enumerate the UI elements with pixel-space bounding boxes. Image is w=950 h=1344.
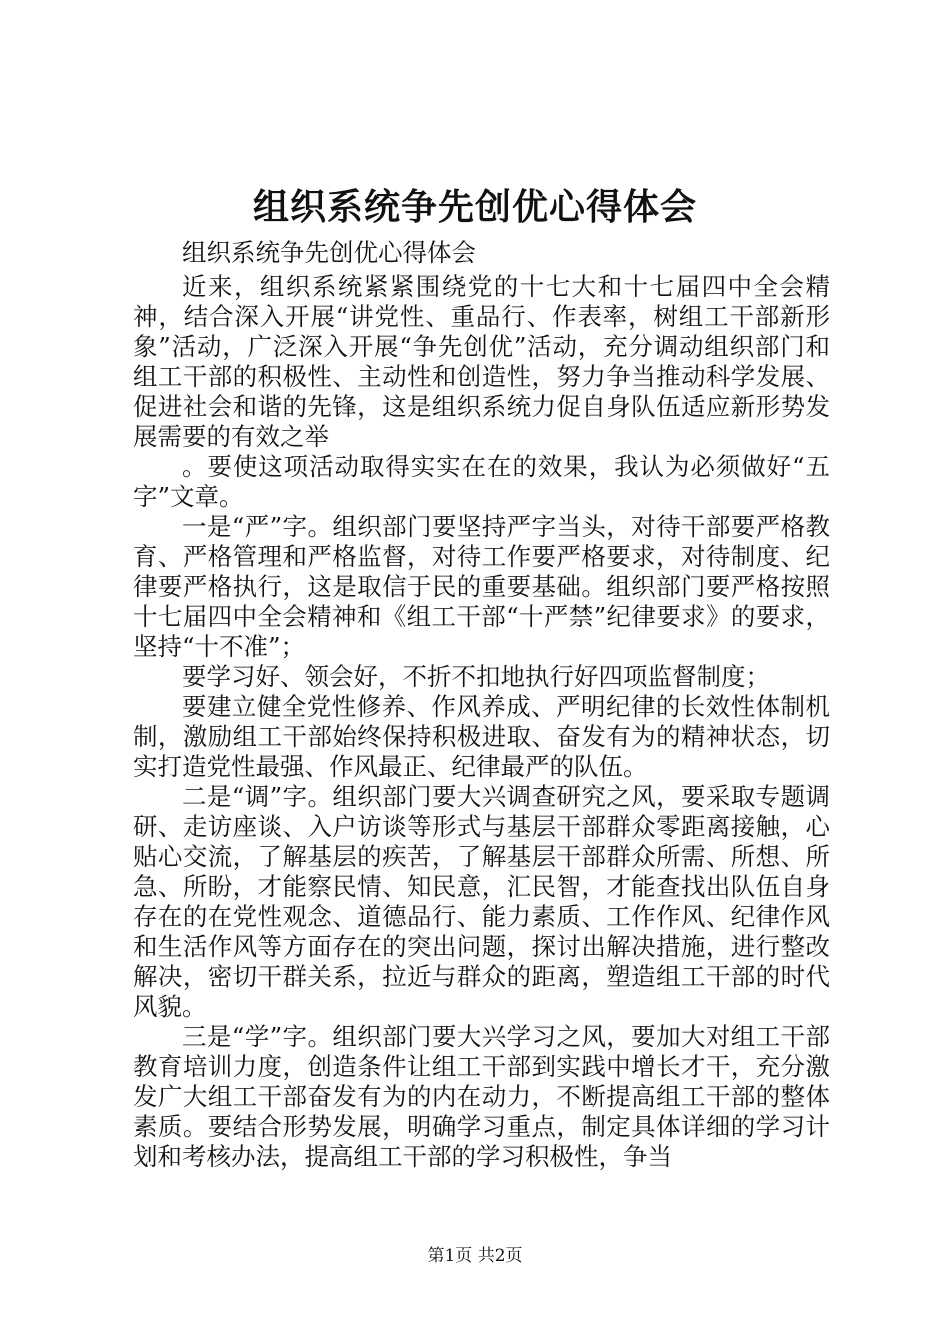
paragraph-study-supervision: 要学习好、领会好，不折不扣地执行好四项监督制度； — [182, 662, 770, 691]
document-body — [133, 238, 830, 1172]
page-footer: 第1页 共2页 — [427, 1246, 523, 1266]
paragraph-five-words: 。要使这项活动取得实实在在的效果，我认为必须做好“五字”文章。 — [133, 452, 830, 511]
paragraph-subtitle: 组织系统争先创优心得体会 — [182, 238, 476, 267]
paragraph-strict: 一是“严”字。组织部门要坚持严字当头，对待干部要严格教育、严格管理和严格监督，对待工作要严格要求，对待制度、纪律要严格执行，这是取信于民的重要基础。组织部门要严格按照十七届四中全会精神和《组工干部“十严禁”纪律要求》的要求，坚持“十不准”； — [133, 512, 830, 661]
paragraph-learning: 三是“学”字。组织部门要大兴学习之风，要加大对组工干部教育培训力度，创造条件让组工干部到实践中增长才干，充分激发广大组工干部奋发有为的内在动力，不断提高组工干部的整体素质。要结合形势发展，明确学习重点，制定具体详细的学习计划和考核办法，提高组工干部的学习积极性，争当 — [133, 1022, 830, 1171]
paragraph-research: 二是“调”字。组织部门要大兴调查研究之风，要采取专题调研、走访座谈、入户访谈等形式与基层干部群众零距离接触，心贴心交流，了解基层的疾苦，了解基层干部群众所需、所想、所急、所盼，才能察民情、知民意，汇民智，才能查找出队伍自身存在的在党性观念、道德品行、能力素质、工作作风、纪律作风和生活作风等方面存在的突出问题，探讨出解决措施，进行整改解决，密切干群关系，拉近与群众的距离，塑造组工干部的时代风貌。 — [133, 782, 830, 1021]
paragraph-intro: 近来，组织系统紧紧围绕党的十七大和十七届四中全会精神，结合深入开展“讲党性、重品行、作表率，树组工干部新形象”活动，广泛深入开展“争先创优”活动，充分调动组织部门和组工干部的积极性、主动性和创造性，努力争当推动科学发展、促进社会和谐的先锋，这是组织系统力促自身队伍适应新形势发展需要的有效之举 — [133, 272, 830, 451]
paragraph-mechanism: 要建立健全党性修养、作风养成、严明纪律的长效性体制机制，激励组工干部始终保持积极进取、奋发有为的精神状态，切实打造党性最强、作风最正、纪律最严的队伍。 — [133, 692, 830, 781]
document-title: 组织系统争先创优心得体会 — [252, 186, 697, 228]
